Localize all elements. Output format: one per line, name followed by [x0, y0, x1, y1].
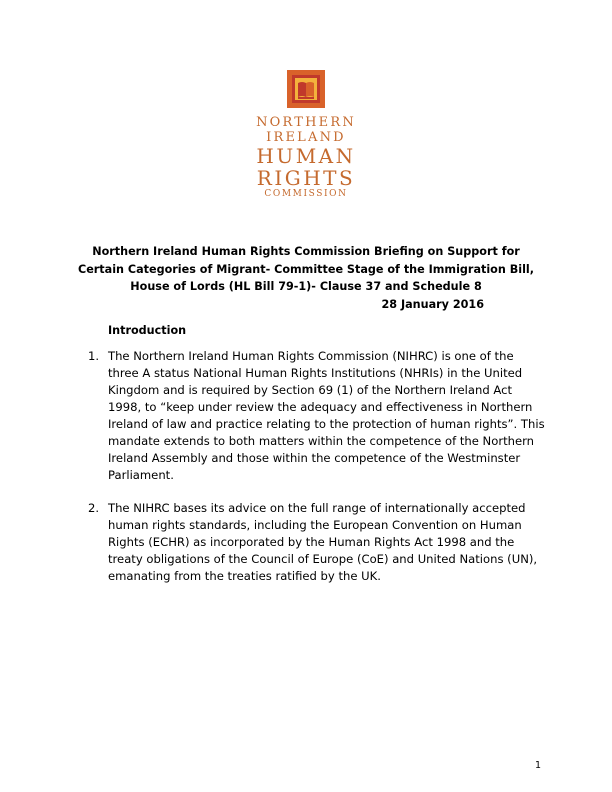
book-emblem-icon — [287, 70, 325, 108]
section-heading: Introduction — [108, 324, 187, 337]
paragraph-text: The Northern Ireland Human Rights Commission (NIHRC) is one of the three A status National Human Rights Institutions (NHRIs) in the United Kingdom and is required by Section 69 (1) of the Northern Ireland Act 1998, to “keep under review the adequacy and effectiveness in Northern Ireland of law and practice relating to the protection of human rights”. This mandate extends to both matters within the competence of the Northern Ireland Assembly and those within the competence of the Westminster Parliament. — [108, 349, 545, 482]
logo-wordmark — [0, 116, 612, 202]
paragraph-number: 2. — [88, 501, 100, 515]
logo-line-northern: NORTHERN — [256, 115, 356, 130]
paragraph-item — [88, 348, 546, 484]
logo-line-human: HUMAN — [256, 144, 356, 168]
logo — [0, 70, 612, 202]
document-title — [60, 243, 552, 296]
title-line: House of Lords (HL Bill 79-1)- Clause 37 and Schedule 8 — [130, 280, 482, 293]
paragraph-item — [88, 500, 546, 585]
numbered-paragraphs — [88, 348, 546, 585]
title-line: Northern Ireland Human Rights Commission Briefing on Support for — [92, 245, 520, 258]
paragraph-number: 1. — [88, 349, 100, 363]
logo-line-ireland: IRELAND — [266, 130, 346, 145]
title-line: Certain Categories of Migrant- Committee Stage of the Immigration Bill, — [77, 262, 535, 276]
paragraph-text: The NIHRC bases its advice on the full range of internationally accepted human rights standards, including the European Convention on Human Rights (ECHR) as incorporated by the Human Rights Act 1998 and the treaty obligations of the Council of Europe (CoE) and United Nations (UN), emanating from the treaties ratified by the UK. — [108, 501, 538, 583]
logo-line-rights: RIGHTS — [256, 166, 356, 190]
document-date: 28 January 2016 — [381, 298, 484, 311]
logo-line-commission: COMMISSION — [264, 189, 348, 199]
page-number: 1 — [534, 760, 541, 771]
